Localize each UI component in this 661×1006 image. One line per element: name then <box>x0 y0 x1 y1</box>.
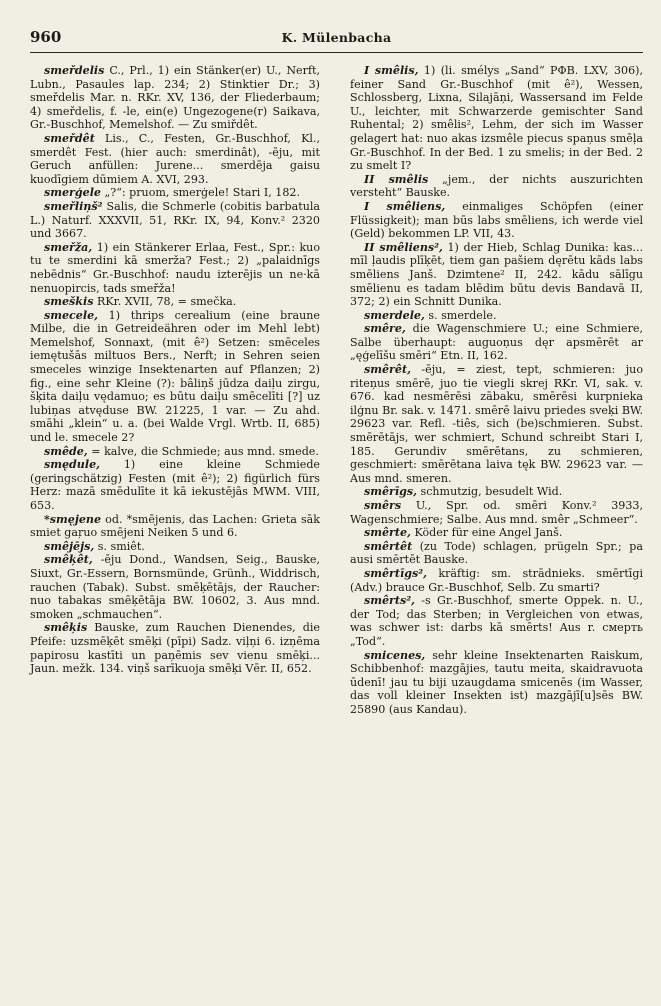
entry-text: kräftig: sm. strādnieks. smērtīgi (Adv.) brauce Gr.-Buschhof, Selb. Zu smarti? <box>350 566 643 594</box>
entry-headword: smeřdêt <box>44 131 95 145</box>
entry-headword: smêķêt, <box>44 553 93 567</box>
dictionary-entry <box>30 621 320 675</box>
dictionary-entry <box>350 594 643 648</box>
entry-headword: smicenes, <box>364 648 426 662</box>
dictionary-entry <box>30 132 320 186</box>
dictionary-entry <box>350 649 643 717</box>
dictionary-entry <box>30 309 320 445</box>
entry-headword: smêde, <box>44 444 88 458</box>
running-head: K. Mülenbacha <box>281 30 392 45</box>
entry-text: einmaliges Schöpfen (einer Flüssigkeit); man būs labs smēliens, ich werde viel (Geld) bekommen LP. VII, 43. <box>350 199 644 241</box>
entry-headword: I smêlis, <box>364 64 419 77</box>
entry-text: (zu Tode) schlagen, prügeln Spr.; pa ausi smērtēt Bauske. <box>350 539 643 567</box>
dictionary-entry <box>30 445 320 459</box>
entry-headword: smêjējs, <box>44 539 95 553</box>
entry-headword: smeškis <box>44 295 94 309</box>
entry-headword: smêrtêt <box>364 539 413 553</box>
dictionary-entry <box>30 64 320 132</box>
entry-text: s. smerdele. <box>424 308 497 322</box>
entry-headword: smêrte, <box>364 526 411 540</box>
entry-headword: smêķis <box>44 621 88 635</box>
entry-text: RKr. XVII, 78, = smečka. <box>93 295 237 309</box>
entry-text: 1) eine kleine Schmiede (geringschätzig) Festen (mit ê²); 2) figürlich fürs Herz: mazā smēdulīte it kā iekustējās MWM. VIII, 653. <box>30 458 320 512</box>
page-header <box>30 26 643 53</box>
dictionary-entry <box>30 200 320 241</box>
page-number: 960 <box>30 28 62 46</box>
entry-text: Köder für eine Angel Janš. <box>410 526 563 540</box>
entry-headword: smerģele <box>44 186 101 200</box>
entry-headword: smeřliņš² <box>44 199 103 213</box>
entry-text: schmutzig, besudelt Wid. <box>416 485 563 499</box>
dictionary-entry <box>30 186 320 200</box>
dictionary-entry <box>30 295 320 309</box>
entry-text: „jem., der nichts auszurichten versteht“ Bauske. <box>350 172 643 200</box>
entry-text: -ēju Dond., Wandsen, Seig., Bauske, Siuxt, Gr.-Essern, Bornsmünde, Grünh., Widdrisch, rauchen (Tabak). Subst. smēķētājs, der Raucher: nuo tabakas smēķētāja BW. 10602, 3. Aus mnd. smoken „schmauchen“. <box>30 553 320 621</box>
entry-text: -ēju, = ziest, tept, schmieren: juo riteņus smērē, juo tie viegli skrej RKr. VI, sak. v. 676. kad nesmērēsi zābaku, smērēsi kurpnieka ilģnu Br. sak. v. 1471. smērē laivu priedes sveķi BW. 29623 var. Refl. -tiês, sich (be)schmieren. Subst. smērētājs, wer schmiert, Schund schreibt Stari I, 185. Gerundiv smērētans, zu schmieren, geschmiert: smērētana laiva tęk BW. 29623 var. — Aus mnd. smeren. <box>350 363 643 485</box>
dictionary-entry <box>30 241 320 295</box>
dictionary-entry <box>350 526 643 540</box>
dictionary-entry <box>350 173 643 200</box>
dictionary-entry <box>350 567 643 594</box>
dictionary-entry <box>350 322 643 363</box>
dictionary-entry <box>30 540 320 554</box>
dictionary-entry <box>350 485 643 499</box>
entry-text: Salis, die Schmerle (cobitis barbatula L.) Naturf. XXXVII, 51, RKr. IX, 94, Konv.² 2320 und 3667. <box>30 199 320 241</box>
entry-text: 1) ein Stänkerer Erlaa, Fest., Spr.: kuo tu te smerdini kā smerža? Fest.; 2) „palaidnīgs nebēdnis“ Gr.-Buschhof: naudu izterējis un ne·kā nenuopircis, tads smeřža! <box>30 240 320 295</box>
entry-text: die Wagenschmiere U.; eine Schmiere, Salbe überhaupt: auguoņus dęr apsmērēt ar „ęģelīšu smēri“ Etn. II, 162. <box>350 322 643 363</box>
entry-headword: smêre, <box>364 322 406 336</box>
entry-headword: smecele, <box>44 308 98 322</box>
dictionary-entry <box>350 241 643 309</box>
entry-text: Bauske, zum Rauchen Dienendes, die Pfeife: uzsmēķēt smēķi (pīpi) Sadz. viļņi 6. izņēma papirosu kastīti un paņēmis sev vienu smēķi... Jaun. mežk. 134. viņš sarīkuoja smēķi Vēr. II, 652. <box>30 621 320 676</box>
entry-text: Lis., C., Festen, Gr.-Buschhof, Kl., smerdêt Fest. (hier auch: smerdinât), -ēju, mit Geruch anfüllen: Jurene... smerdēja gaisu kuodīgiem dūmiem A. XVI, 293. <box>30 131 320 186</box>
entry-headword: smêrêt, <box>364 363 411 377</box>
dictionary-entry <box>350 309 643 323</box>
dictionary-entry <box>350 499 643 526</box>
entry-headword: smêrts², <box>364 594 415 608</box>
entry-text: -s Gr.-Buschhof, smerte Oppek. n. U., der Tod; das Sterben; in Vergleichen von etwas, was schwer ist: darbs kā smērts! Aus r. смерть „Tod“. <box>350 594 643 648</box>
entry-headword: smędule, <box>44 458 100 472</box>
dictionary-entry <box>350 200 643 241</box>
entry-text: s. smiêt. <box>94 539 145 553</box>
right-column <box>350 64 643 717</box>
dictionary-entry <box>30 553 320 621</box>
entry-text: sehr kleine Insektenarten Raiskum, Schibbenhof: mazgājies, tautu meita, skaidravuota ūdenī! jau tu biji uzaugdama smicenēs (im Wasser, das voll kleiner Insekten ist) mazgājī[u]sēs BW. 25890 (aus Kandau). <box>350 648 643 716</box>
dictionary-entry <box>350 540 643 567</box>
entry-text: = kalve, die Schmiede; aus mnd. smede. <box>87 444 319 458</box>
entry-headword: smeřdelis <box>44 64 105 77</box>
entry-headword: I smêliens, <box>364 199 446 213</box>
dictionary-entry <box>30 513 320 540</box>
dictionary-entry <box>350 64 643 173</box>
dictionary-entry <box>30 458 320 512</box>
entry-text: U., Spr. od. smēri Konv.² 3933, Wagenschmiere; Salbe. Aus mnd. smêr „Schmeer“. <box>350 499 643 526</box>
entry-text: C., Prl., 1) ein Stänker(er) U., Nerft, Lubn., Pasaules lap. 234; 2) Stinktier Dr.; 3) smeřdelis Mar. n. RKr. XV, 136, der Fliederbaum; 4) smeřdelis, f. -le, ein(e) Ungezogene(r) Saikava, Gr.-Buschhof, Memelshof. — Zu smiřdêt. <box>30 64 320 132</box>
entry-text: od. *smējenis, das Lachen: Grieta sāk smiet gaŗuo smējeni Neiken 5 und 6. <box>30 512 320 540</box>
entry-text: 1) der Hieb, Schlag Dunika: kas... mīl ļaudis plīķēt, tiem gan pašiem dęrētu kāds labs smēliens Janš. Dzimtene² II, 242. kādu sālīgu smēlienu es tadam blēdim būtu devis Bandavā II, 372; 2) ein Schnitt Dunika. <box>350 240 643 309</box>
dictionary-entry <box>350 363 643 485</box>
entry-headword: smêrs <box>364 499 402 512</box>
entry-text: 1) (li. smélys „Sand“ PΦB. LXV, 306), feiner Sand Gr.-Buschhof (mit ê²), Wessen, Schlossberg, Lixna, Silajāņi, Wassersand im Felde U., leichter, mit Schwarzerde gemischter Sand Ruhental; 2) smêlis², Lehm, der sich im Wasser gelagert hat: nuo akas izsmêle piecus spaņus smēļa Gr.-Buschhof. In der Bed. 1 zu smelis; in der Bed. 2 zu smelt I? <box>350 64 643 173</box>
entry-headword: smêrtīgs², <box>364 566 427 580</box>
entry-headword: smerdele, <box>364 308 425 322</box>
entry-text: „?“: pruom, smerģele! Stari I, 182. <box>100 186 300 200</box>
entry-text: 1) thrips cerealium (eine braune Milbe, die in Getreideähren oder im Mehl lebt) Memelshof, Sonnaxt, (mit ê²) Setzen: smēceles iemętušās miltuos Bers., Nerft; in Sehren seien smeceles winzige Insektenarten auf Pflanzen; 2) fig., eine sehr Kleine (?): bâliņš jūdza daiļu zirgu, šķita daiļu vędamuo; es būtu daiļu smēcelīti [?] uz lubiņas atvęduse BW. 21225, 1 var. — Zu ahd. smāhi „klein“ u. a. (bei Walde Vrgl. Wrtb. II, 685) und le. smecele 2? <box>30 308 320 445</box>
entry-headword: II smêlis <box>364 172 429 186</box>
left-column <box>30 64 320 676</box>
entry-headword: *smęjene <box>44 512 102 526</box>
entry-headword: smêrīgs, <box>364 485 417 499</box>
entry-headword: II smêliens², <box>364 240 443 254</box>
entry-headword: smeřža, <box>44 240 93 254</box>
